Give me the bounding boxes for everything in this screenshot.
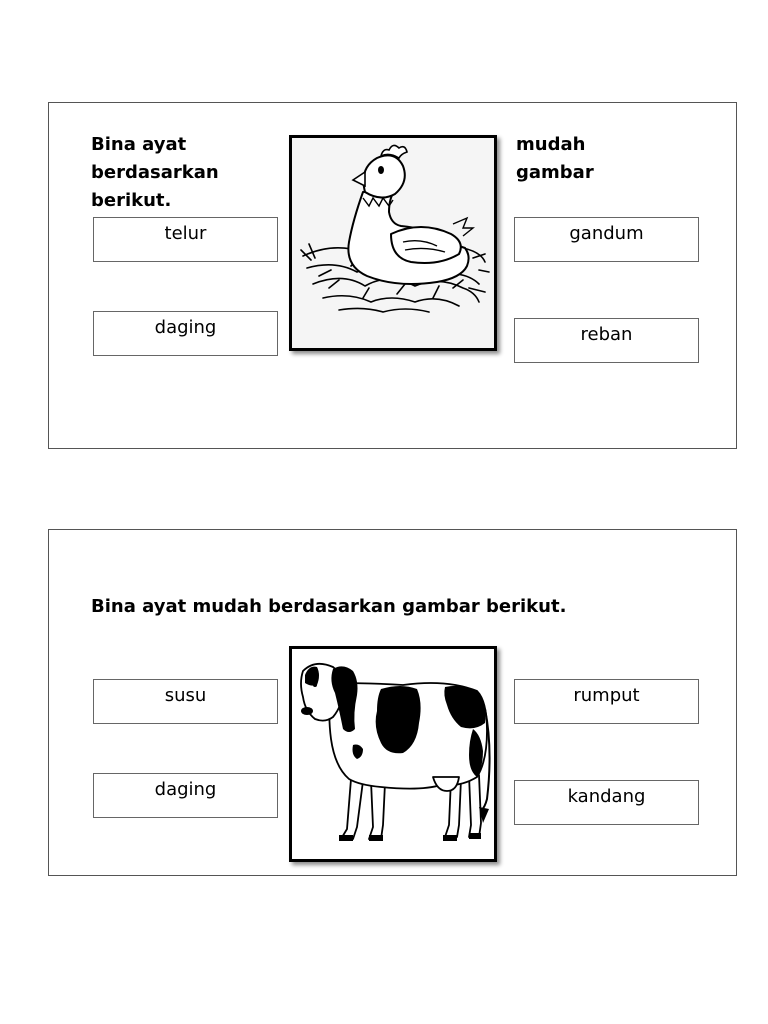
cow-illustration	[292, 649, 494, 859]
word-label: daging	[154, 779, 217, 800]
word-label: daging	[154, 317, 217, 338]
instruction-text-left: Bina ayat berdasarkan berikut.	[91, 134, 219, 211]
word-box-daging	[93, 773, 278, 818]
instruction-text-right: mudah gambar	[516, 134, 594, 183]
word-box-kandang	[514, 780, 699, 825]
word-label: kandang	[567, 786, 646, 807]
exercise-card-hen	[48, 102, 737, 449]
word-box-reban	[514, 318, 699, 363]
word-label: gandum	[569, 223, 644, 244]
word-label: reban	[580, 324, 633, 345]
instruction-text: Bina ayat mudah berdasarkan gambar berikut.	[91, 596, 567, 617]
word-box-rumput	[514, 679, 699, 724]
hen-illustration	[292, 138, 494, 348]
word-label: rumput	[573, 685, 640, 706]
cow-picture	[289, 646, 497, 862]
hen-picture	[289, 135, 497, 351]
word-label: susu	[164, 685, 207, 706]
exercise-card-cow	[48, 529, 737, 876]
word-box-gandum	[514, 217, 699, 262]
word-box-daging	[93, 311, 278, 356]
word-box-telur	[93, 217, 278, 262]
word-label: telur	[164, 223, 207, 244]
word-box-susu	[93, 679, 278, 724]
